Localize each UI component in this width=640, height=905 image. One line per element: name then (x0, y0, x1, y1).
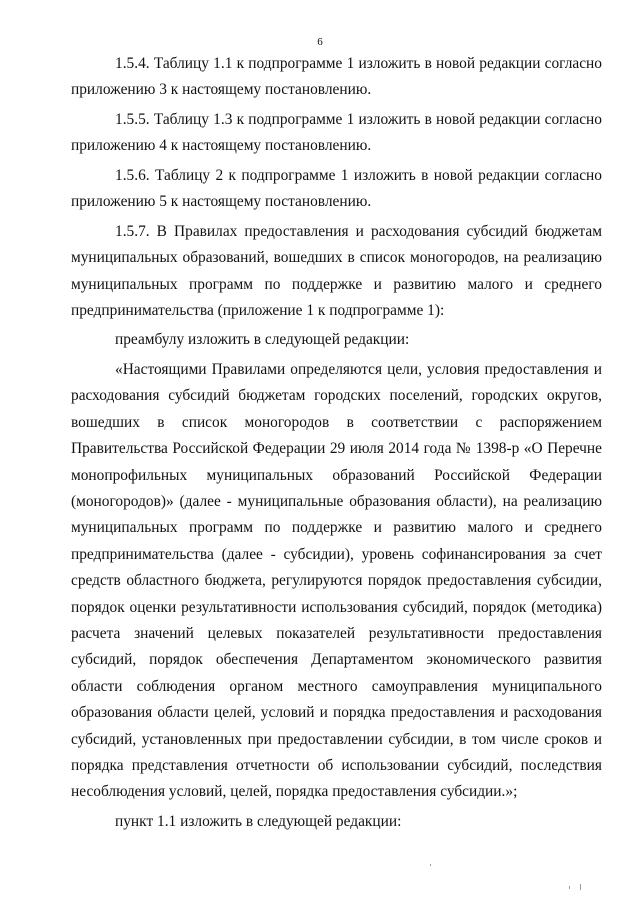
paragraph-1-5-5: 1.5.5. Таблицу 1.3 к подпрограмме 1 изложить в новой редакции согласно приложению 4 к настоящему постановлению. (71, 110, 602, 155)
scan-speck (430, 864, 431, 866)
paragraph-1-5-6: 1.5.6. Таблицу 2 к подпрограмме 1 изложить в новой редакции согласно приложению 5 к настоящему постановлению. (71, 166, 602, 211)
paragraph-preamble-text: «Настоящими Правилами определяются цели, условия предоставления и расходования субсидий бюджетам городских поселений, городских округов, вошедших в список моногородов в соответствии с распоряжением Правительства Российской Федерации 29 июля 2014 года № 1398-р «О Перечне монопрофильных муниципальных образований Российской Федерации (моногородов)» (далее - муниципальные образования области), на реализацию муниципальных программ по поддержке и развитию малого и среднего предпринимательства (далее - субсидии), уровень софинансирования за счет средств областного бюджета, регулируются порядок предоставления субсидии, порядок оценки результативности использования субсидий, порядок (методика) расчета значений целевых показателей результативности предоставления субсидий, порядок обеспечения Департаментом экономического развития области соблюдения органом местного самоуправления муниципального образования области целей, условий и порядка предоставления и расходования субсидий, установленных при предоставлении субсидии, в том числе сроков и порядка представления отчетности об использовании субсидий, последствия несоблюдения условий, целей, порядка предоставления субсидии.»; (71, 360, 602, 801)
paragraph-point-1-1-instruction: пункт 1.1 изложить в следующей редакции: (115, 812, 402, 830)
document-body (71, 51, 602, 838)
scan-speck (569, 886, 570, 889)
paragraph-1-5-4: 1.5.4. Таблицу 1.1 к подпрограмме 1 изложить в новой редакции согласно приложению 3 к настоящему постановлению. (71, 55, 602, 99)
page-number: 6 (317, 36, 323, 48)
paragraph-preamble-instruction: преамбулу изложить в следующей редакции: (115, 331, 410, 349)
scan-speck (580, 884, 581, 890)
paragraph-1-5-7: 1.5.7. В Правилах предоставления и расходования субсидий бюджетам муниципальных образований, вошедших в список моногородов, на реализацию муниципальных программ по поддержке и развитию малого и среднего предпринимательства (приложение 1 к подпрограмме 1): (71, 222, 602, 319)
